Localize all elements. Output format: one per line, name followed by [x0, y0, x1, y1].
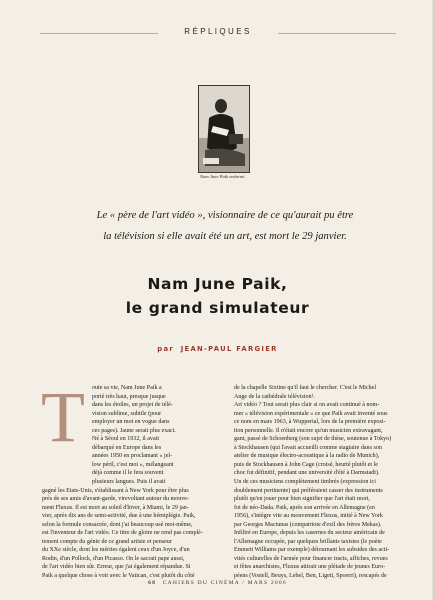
- lede: [60, 205, 390, 247]
- body-text-line: Infiltré en Europe, depuis les casernes du secteur américain de: [234, 530, 385, 537]
- header-rule-right: [278, 33, 396, 34]
- body-text-line: doublement pertinente) qui préféraient casser des instruments: [234, 487, 383, 494]
- body-text-line: du XXe siècle, dont les mérites égalent ceux d'un Joyce, d'un: [42, 547, 190, 554]
- body-text-line: gant, passé de Schoenberg (son sujet de thèse, soutenue à Tokyo): [234, 436, 392, 443]
- photo-figure-icon: [199, 86, 249, 172]
- header-rule-left: [40, 33, 158, 34]
- body-text-line: et fêtes anarchistes, Fluxus attirait une pléiade de jeunes Euro-: [234, 564, 386, 571]
- title-line-2: le grand simulateur: [125, 299, 310, 317]
- body-text-line: low péril, c'est moi », mélangeant: [92, 461, 174, 468]
- body-text-line: ment Fluxus. Il est mort au soleil d'hiver, à Miami, le 29 jan-: [42, 504, 189, 511]
- body-text-line: près de ses amis d'avant-garde, virevoltant autour du mouve-: [42, 496, 190, 503]
- section-label: RÉPLIQUES: [184, 27, 252, 36]
- body-text-line: mer « télévision expérimentale » ce que Paik avait inventé sous: [234, 410, 388, 417]
- body-text-line: choc fut définitif, pendant une université d'été à Darmstadt).: [234, 470, 380, 477]
- body-text-line: selon la formule consacrée, dont j'ai beaucoup usé moi-même,: [42, 521, 193, 528]
- body-text-line: plusieurs langues. Puis il avait: [92, 479, 166, 486]
- body-text-line: débarqué en Europe dans les: [92, 444, 162, 451]
- page-footer: [0, 580, 435, 586]
- body-text-line: par Georges Maciunas (compatriote d'exil des frères Mekas).: [234, 521, 382, 528]
- page-number: 68: [148, 580, 157, 586]
- body-text-line: 1956), s'intègre vite au mouvement Fluxus, initié à New York: [234, 513, 383, 520]
- publication-name: CAHIERS DU CINÉMA / MARS 2006: [162, 580, 287, 586]
- body-text-line: vision sublime, subtile (pour: [92, 410, 162, 417]
- byline: [60, 345, 375, 353]
- title-line-1: Nam June Paik,: [147, 275, 288, 293]
- body-text-line: oute sa vie, Nam June Paik a: [92, 385, 162, 391]
- body-text-line: vier, après dix ans de semi-activité, due à une hémiplégie. Paik,: [42, 513, 196, 520]
- body-text-line: ces pages). Jaune serait plus exact.: [92, 427, 176, 434]
- body-text-line: atelier de musique électro-acoustique à la radio de Munich),: [234, 453, 380, 460]
- body-text-line: Paik a quelque chose à voir avec le Vatican, c'est plutôt du côté: [42, 573, 195, 580]
- body-column-left: [42, 384, 205, 581]
- body-text-line: à Stockhausen (qui l'avait accueilli comme stagiaire dans son: [234, 444, 382, 451]
- body-text-line: de la chapelle Sixtine qu'il faut le chercher. C'est le Michel: [234, 385, 377, 391]
- body-text-line: Rodin, d'un Pollock, d'un Picasso. On le sacrait pape aussi,: [42, 555, 185, 562]
- body-text-line: dans les étoiles, un projet de télé-: [92, 402, 173, 409]
- body-text-line: employer un mot en vogue dans: [92, 419, 170, 426]
- body-text-line: tement compte du génie de ce grand artiste et penseur: [42, 538, 172, 545]
- lede-line-1: Le « père de l'art vidéo », visionnaire de ce qu'aurait pu être: [96, 210, 354, 221]
- dropcap-glyph: T: [41, 385, 85, 445]
- body-text-line: est l'inventeur de l'art vidéo. Ce titre de gloire ne rend pas complè-: [42, 530, 203, 537]
- body-text-line: péens (Vostell, Beuys, Lebel, Ben, Ligeti, Spoerri), rescapés de: [234, 573, 387, 580]
- body-text-line: tion personnelle. Il n'était encore qu'un musicien extravagant,: [234, 427, 383, 434]
- body-text-line: Né à Séoul en 1932, il avait: [92, 436, 160, 443]
- lede-line-2: la télévision si elle avait été un art, est mort le 29 janvier.: [103, 231, 347, 242]
- body-text-line: Art vidéo ? Tout serait plus clair si on avait continué à nom-: [234, 402, 380, 409]
- byline-prefix: par: [157, 345, 175, 353]
- article-title: [40, 272, 395, 320]
- body-text-line: plutôt qu'en jouer pour bien signifier que l'art était mort,: [234, 496, 370, 503]
- body-text-line: gagné les Etats-Unis, s'établissant à New York pour être plus: [42, 487, 189, 494]
- body-text-line: puis de Stockhausen à John Cage (croisé, heurté plutôt et le: [234, 461, 378, 468]
- body-text-line: vités culturelles de l'armée pour financer tracts, affiches, revues: [234, 555, 388, 562]
- body-text-line: foi de néo-Dada. Paik, après son arrivée en Allemagne (en: [234, 504, 375, 511]
- portrait-photo: [198, 85, 250, 173]
- byline-author: JEAN-PAUL FARGIER: [180, 345, 278, 353]
- body-text-line: de l'art vidéo bien sûr. Erreur, que j'ai également répandue. Si: [42, 564, 191, 571]
- body-column-right: [234, 384, 397, 581]
- body-text-line: ce nom en mars 1963, à Wuppertal, lors de la première exposi-: [234, 419, 386, 426]
- photo-caption: Nam June Paik endormi.: [200, 174, 246, 179]
- body-text-line: années 1950 en proclamant « jel-: [92, 453, 173, 460]
- body-text-line: Ange de la cathédrale télévision¹.: [234, 393, 315, 400]
- body-text-line: déjà comme il le fera souvent: [92, 470, 164, 477]
- body-text-line: porté très haut, presque jusque: [92, 393, 166, 400]
- body-text-line: Un de ces musiciens complètement timbrés (expression ici: [234, 479, 376, 486]
- body-text-line: Emmett Williams par exemple) détournant les subsides des acti-: [234, 547, 390, 554]
- body-text-line: l'Allemagne occupée, par quelques brillants taxistes (le poète: [234, 538, 382, 545]
